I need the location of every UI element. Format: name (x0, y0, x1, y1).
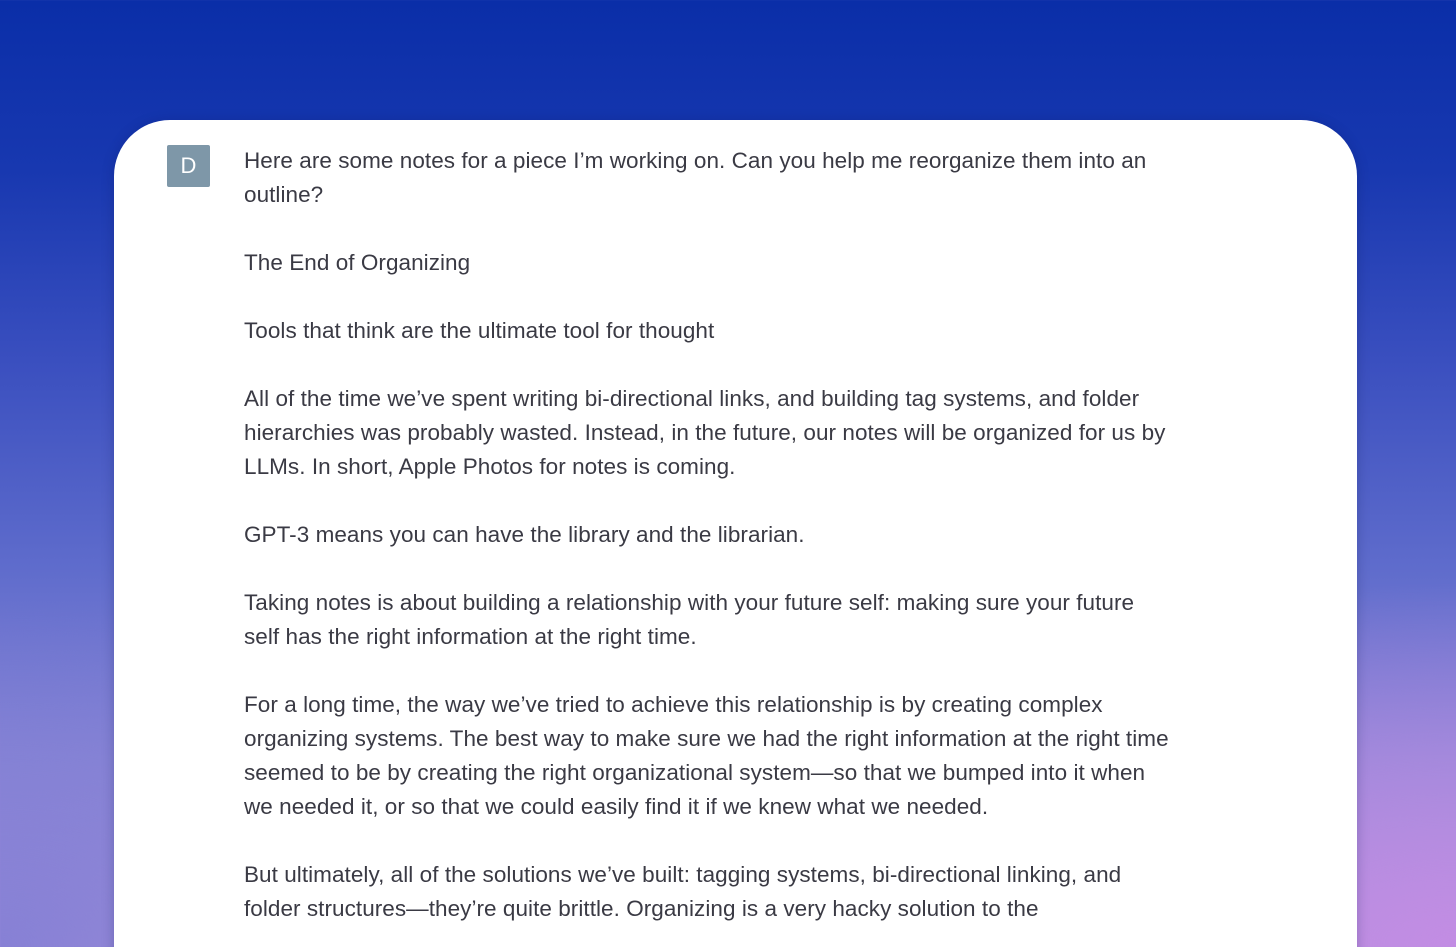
message-paragraph: The End of Organizing (244, 250, 471, 275)
user-avatar: D (167, 145, 210, 187)
message-paragraph: For a long time, the way we’ve tried to achieve this relationship is by creating complex organizing systems. The best way to make sure we had the right information at the right time seemed to be by creating the right organizational system—so that we bumped into it when we needed it, or so that we could easily find it if we knew what we needed. (244, 692, 1169, 819)
chat-card (114, 120, 1357, 947)
message-paragraph: GPT-3 means you can have the library and the librarian. (244, 522, 805, 547)
message-paragraph: Here are some notes for a piece I’m working on. Can you help me reorganize them into an outline? (244, 148, 1147, 207)
message-paragraph: All of the time we’ve spent writing bi-directional links, and building tag systems, and folder hierarchies was probably wasted. Instead, in the future, our notes will be organized for us by LLMs. In short, Apple Photos for notes is coming. (244, 386, 1166, 479)
user-message (244, 144, 1174, 947)
message-paragraph: But ultimately, all of the solutions we’ve built: tagging systems, bi-directional linking, and folder structures—they’re quite brittle. Organizing is a very hacky solution to the (244, 862, 1122, 921)
message-paragraph: Tools that think are the ultimate tool for thought (244, 318, 715, 343)
message-paragraph: Taking notes is about building a relationship with your future self: making sure your future self has the right information at the right time. (244, 590, 1135, 649)
